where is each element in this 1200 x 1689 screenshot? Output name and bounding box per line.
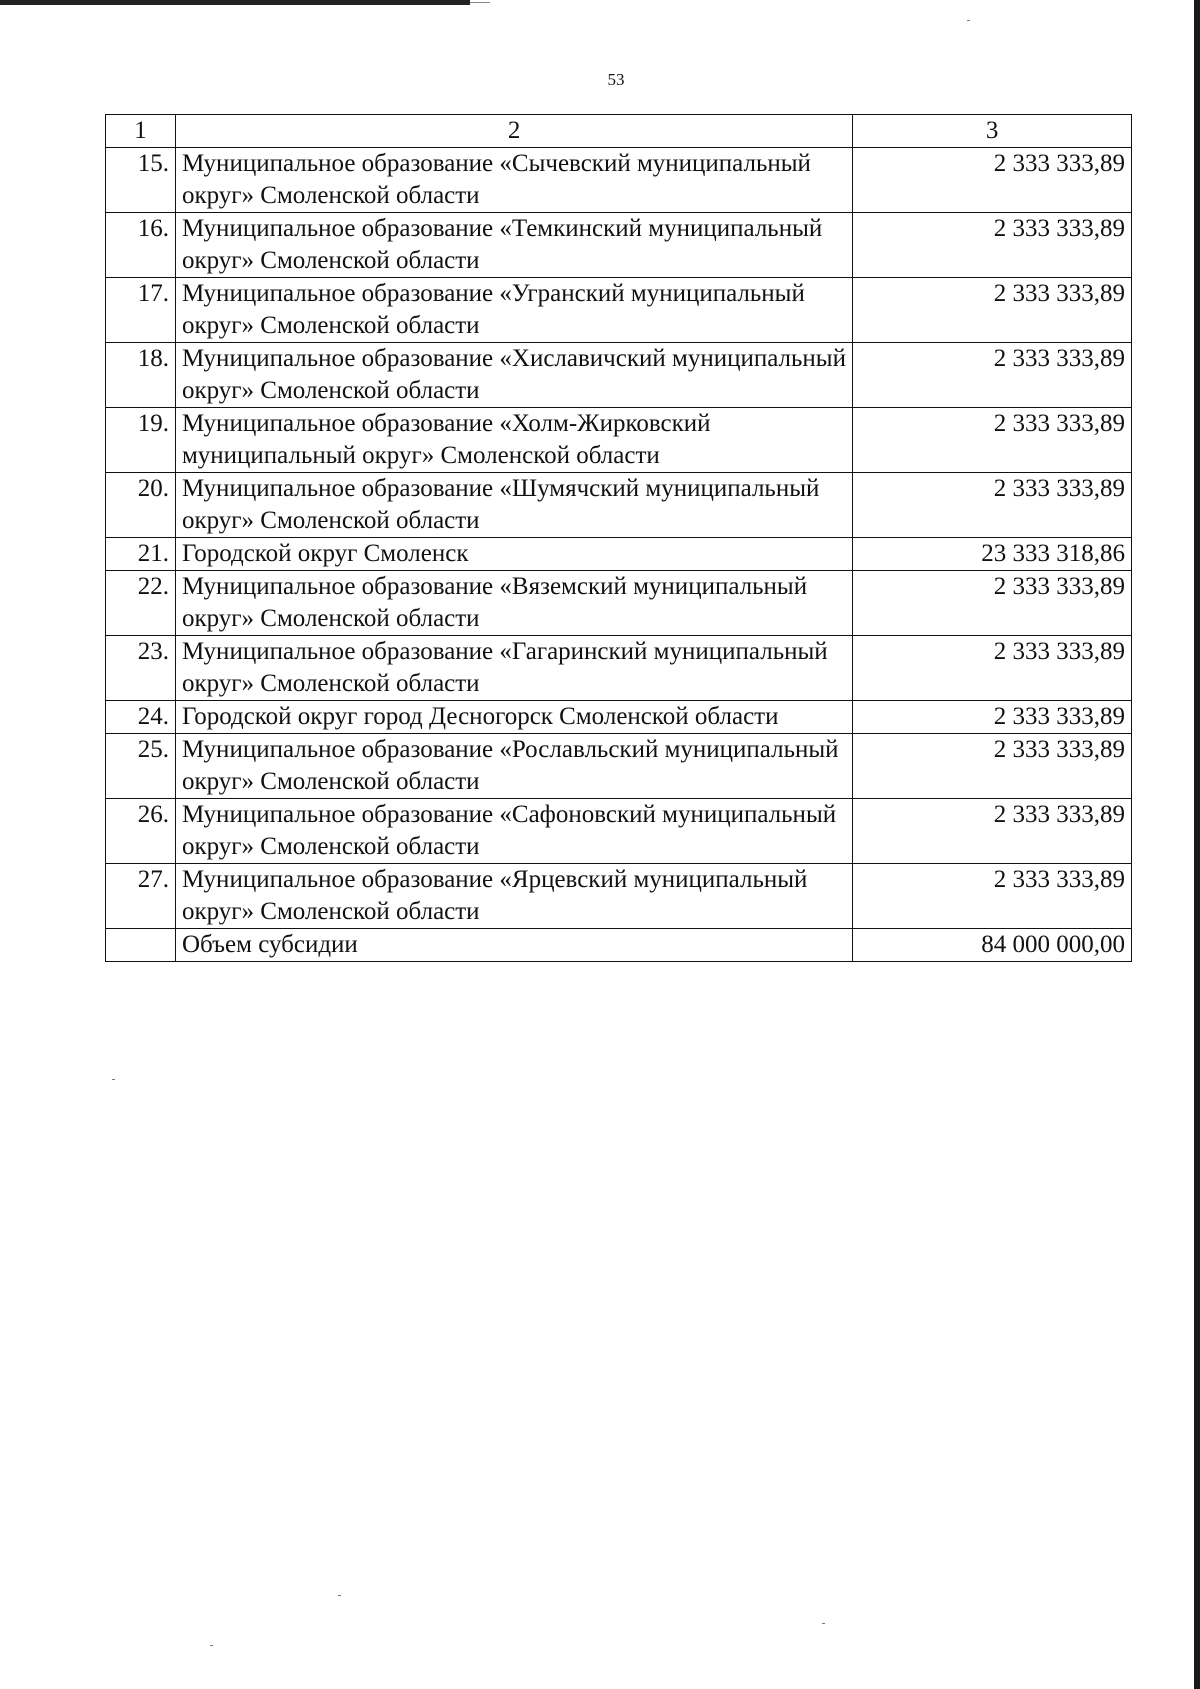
- table-row: [106, 799, 1132, 864]
- table-row: [106, 213, 1132, 278]
- row-number: 23.: [106, 636, 176, 701]
- table-row: [106, 734, 1132, 799]
- subsidy-amount: 2 333 333,89: [853, 799, 1132, 864]
- table-row: [106, 538, 1132, 571]
- scan-speck: [822, 1623, 825, 1624]
- subsidy-amount: 2 333 333,89: [853, 571, 1132, 636]
- table-row: [106, 148, 1132, 213]
- subsidy-amount: 2 333 333,89: [853, 636, 1132, 701]
- subsidy-amount: 2 333 333,89: [853, 148, 1132, 213]
- municipality-name: Муниципальное образование «Угранский муниципальный округ» Смоленской области: [175, 278, 852, 343]
- scan-speck: [338, 1595, 341, 1596]
- subsidy-amount: 2 333 333,89: [853, 734, 1132, 799]
- municipality-name: Муниципальное образование «Хиславичский муниципальный округ» Смоленской области: [175, 343, 852, 408]
- subsidy-amount: 2 333 333,89: [853, 864, 1132, 929]
- table-row: [106, 571, 1132, 636]
- municipality-name: Муниципальное образование «Темкинский муниципальный округ» Смоленской области: [175, 213, 852, 278]
- scan-right-edge: [1194, 0, 1200, 1689]
- page-number: 53: [607, 70, 625, 89]
- subsidy-amount: 23 333 318,86: [853, 538, 1132, 571]
- table-row: [106, 278, 1132, 343]
- scan-speck: [210, 1645, 213, 1646]
- table-row: [106, 864, 1132, 929]
- municipality-name: Муниципальное образование «Ярцевский муниципальный округ» Смоленской области: [175, 864, 852, 929]
- row-number: 18.: [106, 343, 176, 408]
- municipality-name: Муниципальное образование «Холм-Жирковский муниципальный округ» Смоленской области: [175, 408, 852, 473]
- subsidy-amount: 2 333 333,89: [853, 408, 1132, 473]
- row-number: 19.: [106, 408, 176, 473]
- subsidy-amount: 2 333 333,89: [853, 278, 1132, 343]
- scan-top-edge-thin: [470, 2, 490, 3]
- scan-speck: [112, 1079, 115, 1080]
- municipality-name: Муниципальное образование «Сычевский муниципальный округ» Смоленской области: [175, 148, 852, 213]
- subsidy-amount: 84 000 000,00: [853, 929, 1132, 962]
- municipality-name: Городской округ город Десногорск Смоленской области: [175, 701, 852, 734]
- row-number: 26.: [106, 799, 176, 864]
- subsidy-amount: 2 333 333,89: [853, 213, 1132, 278]
- row-number: 16.: [106, 213, 176, 278]
- municipality-name: Муниципальное образование «Гагаринский муниципальный округ» Смоленской области: [175, 636, 852, 701]
- row-number: 17.: [106, 278, 176, 343]
- row-number: 25.: [106, 734, 176, 799]
- subsidy-amount: 2 333 333,89: [853, 473, 1132, 538]
- table-row: [106, 636, 1132, 701]
- municipality-name: Муниципальное образование «Сафоновский муниципальный округ» Смоленской области: [175, 799, 852, 864]
- municipality-name: Муниципальное образование «Рославльский муниципальный округ» Смоленской области: [175, 734, 852, 799]
- table-row: [106, 701, 1132, 734]
- table-row: [106, 473, 1132, 538]
- row-number: 20.: [106, 473, 176, 538]
- header-cell-1: 1: [106, 115, 176, 148]
- subsidy-table: [105, 114, 1132, 962]
- header-cell-2: 2: [175, 115, 852, 148]
- table-total-row: [106, 929, 1132, 962]
- header-cell-3: 3: [853, 115, 1132, 148]
- subsidy-amount: 2 333 333,89: [853, 701, 1132, 734]
- scan-top-edge: [0, 0, 470, 5]
- row-number: 22.: [106, 571, 176, 636]
- municipality-name: Муниципальное образование «Вяземский муниципальный округ» Смоленской области: [175, 571, 852, 636]
- municipality-name: Городской округ Смоленск: [175, 538, 852, 571]
- row-number: 21.: [106, 538, 176, 571]
- row-number: [106, 929, 176, 962]
- subsidy-amount: 2 333 333,89: [853, 343, 1132, 408]
- municipality-name: Объем субсидии: [175, 929, 852, 962]
- row-number: 24.: [106, 701, 176, 734]
- row-number: 15.: [106, 148, 176, 213]
- table-header-row: [106, 115, 1132, 148]
- municipality-name: Муниципальное образование «Шумячский муниципальный округ» Смоленской области: [175, 473, 852, 538]
- table-row: [106, 408, 1132, 473]
- scan-speck: [967, 20, 970, 21]
- table-row: [106, 343, 1132, 408]
- row-number: 27.: [106, 864, 176, 929]
